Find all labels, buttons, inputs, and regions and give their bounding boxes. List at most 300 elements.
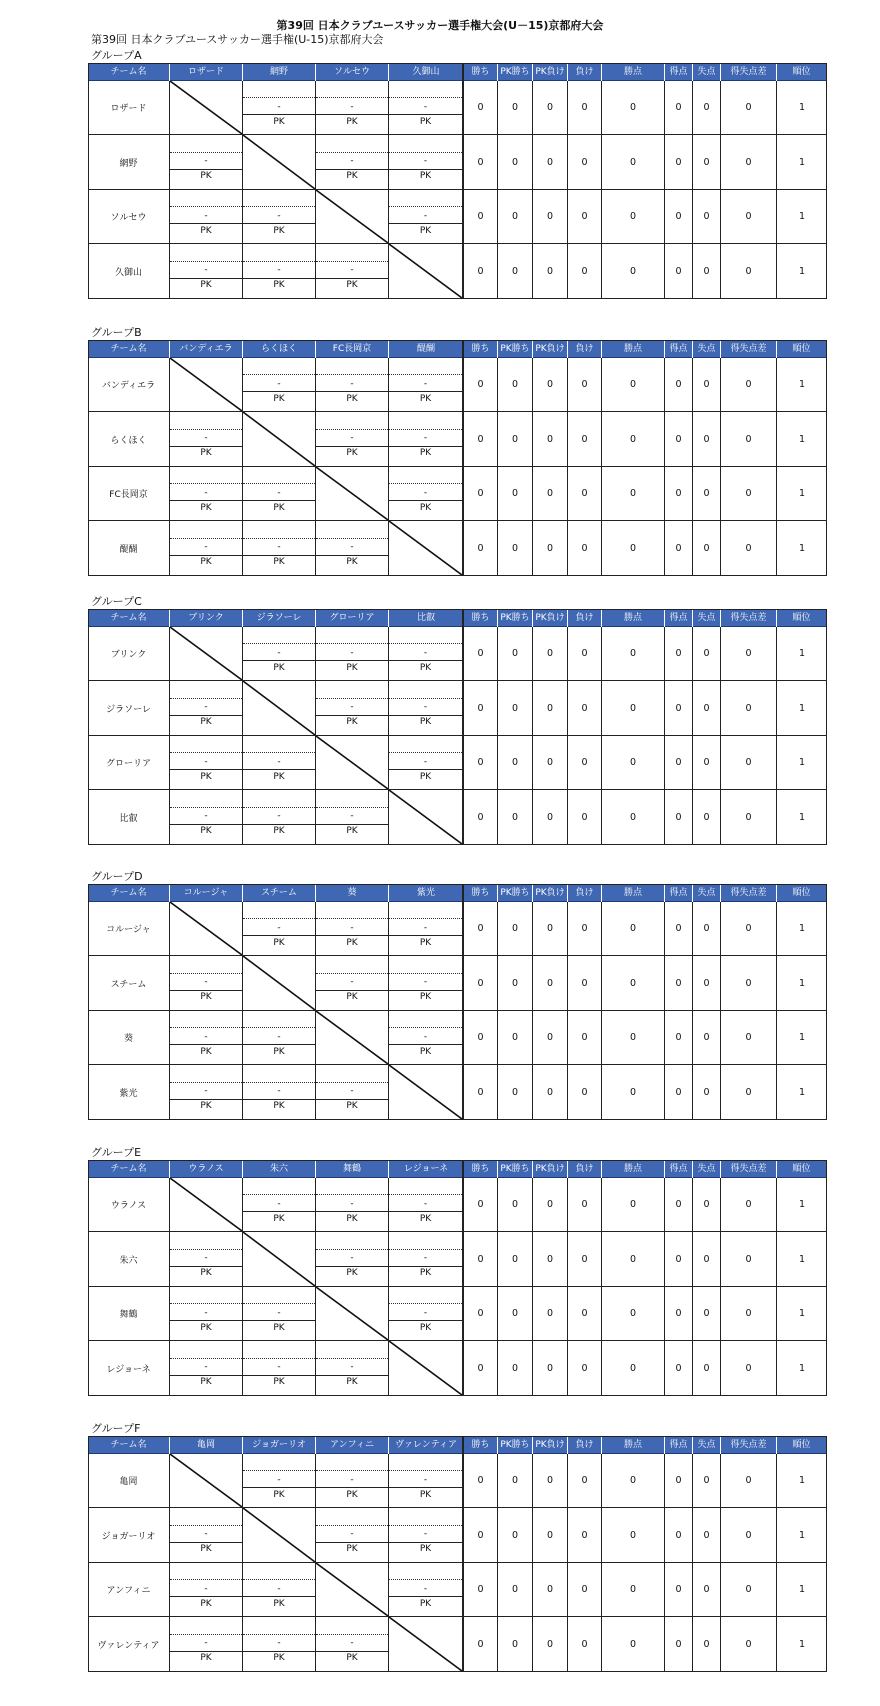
score-line-top xyxy=(316,643,388,644)
score-dash: - xyxy=(204,433,208,443)
match-cell xyxy=(316,1617,389,1671)
stat-win: 0 xyxy=(464,1341,498,1395)
score-line-top xyxy=(316,1634,388,1635)
score-line-mid xyxy=(170,1542,242,1543)
stat-pk-win: 0 xyxy=(498,135,533,189)
match-cell xyxy=(243,1011,316,1064)
score-line-top xyxy=(170,1082,242,1083)
stat-rank: 1 xyxy=(798,757,806,768)
diagonal-slash xyxy=(170,902,242,955)
team-name: ジラソーレ xyxy=(106,704,151,715)
stat-pk-win: 0 xyxy=(498,358,533,411)
score-line-mid xyxy=(170,446,242,447)
score-line-mid xyxy=(243,1651,315,1652)
score-dash: - xyxy=(423,1308,428,1318)
stat-pk-win: 0 xyxy=(498,1617,533,1671)
group-table xyxy=(88,63,827,299)
stat-rank: 1 xyxy=(798,1032,806,1043)
match-cell xyxy=(389,902,462,955)
stat-pk-loss: 0 xyxy=(533,1011,568,1064)
match-cell xyxy=(389,1287,462,1340)
match-cell xyxy=(389,1178,462,1231)
header-cell-m2: グローリア xyxy=(316,610,389,628)
stat-points: 0 xyxy=(602,521,665,575)
score-dash: - xyxy=(423,1529,428,1539)
table-row xyxy=(88,1341,827,1396)
match-cell xyxy=(243,1065,316,1119)
table-row xyxy=(88,1617,827,1672)
score-line-top xyxy=(316,374,388,375)
score-dash: - xyxy=(423,1199,428,1209)
stat-pk-win: 0 xyxy=(498,190,533,243)
header-cell-m3: 醍醐 xyxy=(389,341,464,359)
team-name: ヴァレンティア xyxy=(97,1640,160,1651)
group-table xyxy=(88,609,827,845)
match-cell xyxy=(316,1508,389,1562)
score-line-mid xyxy=(389,660,462,661)
header-cell-m2: FC長岡京 xyxy=(316,341,389,359)
group-table xyxy=(88,1160,827,1396)
match-cell xyxy=(170,521,243,575)
stat-points: 0 xyxy=(602,902,665,955)
match-cell xyxy=(243,521,316,575)
header-cell-m3: ヴァレンティア xyxy=(389,1437,464,1455)
stat-gd: 0 xyxy=(721,358,777,411)
header-cell-m1: ジラソーレ xyxy=(243,610,316,628)
table-header xyxy=(88,1160,827,1178)
team-name: ジョガーリオ xyxy=(101,1531,156,1542)
score-line-top xyxy=(170,261,242,262)
stat-pk-loss: 0 xyxy=(533,1454,568,1507)
team-name: 葵 xyxy=(123,1034,133,1044)
match-cell xyxy=(389,358,462,411)
stat-ga: 0 xyxy=(693,956,721,1010)
score-line-mid xyxy=(389,169,462,170)
pk-label: PK xyxy=(346,1377,358,1387)
stat-rank: 1 xyxy=(798,923,806,934)
score-dash: - xyxy=(350,433,354,443)
header-cell-rank: 順位 xyxy=(777,610,827,628)
score-line-mid xyxy=(243,1375,315,1376)
stat-win: 0 xyxy=(464,1011,498,1064)
score-dash: - xyxy=(277,102,281,112)
team-name-cell xyxy=(88,244,170,298)
header-cell-m1: 網野 xyxy=(243,64,316,82)
pk-label: PK xyxy=(273,1599,285,1609)
header-cell-m0: 亀岡 xyxy=(170,1437,243,1455)
match-cell xyxy=(243,135,316,189)
stat-win: 0 xyxy=(464,1508,498,1562)
score-line-top xyxy=(243,807,315,808)
score-line-top xyxy=(243,1634,315,1635)
stat-pk-loss: 0 xyxy=(533,902,568,955)
pk-label: PK xyxy=(273,826,285,836)
stat-points: 0 xyxy=(602,1178,665,1231)
stat-pk-loss: 0 xyxy=(533,1178,568,1231)
team-name: ブリンク xyxy=(110,650,147,660)
score-line-top xyxy=(389,97,462,98)
diagonal-slash xyxy=(316,1563,388,1616)
stat-points: 0 xyxy=(602,736,665,789)
diagonal-slash xyxy=(316,1011,388,1064)
score-line-mid xyxy=(389,1320,462,1321)
score-line-mid xyxy=(170,1099,242,1100)
group-table xyxy=(88,884,827,1120)
header-cell-m3: 比叡 xyxy=(389,610,464,628)
score-line-mid xyxy=(316,1266,388,1267)
match-cell xyxy=(170,627,243,680)
stat-win: 0 xyxy=(464,627,498,680)
stat-win: 0 xyxy=(464,1065,498,1119)
score-dash: - xyxy=(204,1362,208,1372)
score-line-top xyxy=(243,206,315,207)
matrix-separator xyxy=(462,340,464,576)
header-cell-ga: 失点 xyxy=(693,64,721,82)
stat-rank: 1 xyxy=(798,1638,806,1650)
header-cell-points: 勝点 xyxy=(602,885,665,903)
header-cell-ga: 失点 xyxy=(693,885,721,903)
score-line-mid xyxy=(389,1044,462,1045)
table-row xyxy=(88,627,827,681)
match-cell xyxy=(243,190,316,243)
team-name: 朱六 xyxy=(119,1255,138,1266)
pk-label: PK xyxy=(273,280,285,290)
match-cell xyxy=(170,1178,243,1231)
pk-label: PK xyxy=(346,992,358,1002)
group-label: グループC xyxy=(91,595,142,608)
pk-label: PK xyxy=(273,1490,285,1500)
pk-label: PK xyxy=(200,772,212,782)
score-line-mid xyxy=(243,935,315,936)
pk-label: PK xyxy=(419,117,432,127)
stat-ga: 0 xyxy=(693,627,721,680)
stat-points: 0 xyxy=(602,790,665,844)
score-dash: - xyxy=(277,488,281,498)
pk-label: PK xyxy=(346,280,358,290)
score-dash: - xyxy=(423,1032,428,1042)
score-line-mid xyxy=(389,1596,462,1597)
table-row xyxy=(88,81,827,135)
team-name-cell xyxy=(88,81,170,134)
match-cell xyxy=(170,412,243,466)
team-name-cell xyxy=(88,135,170,189)
header-cell-points: 勝点 xyxy=(602,341,665,359)
score-line-mid xyxy=(243,1044,315,1045)
stat-ga: 0 xyxy=(693,1454,721,1507)
pk-label: PK xyxy=(346,1101,358,1111)
score-line-mid xyxy=(243,1211,315,1212)
match-cell xyxy=(170,956,243,1010)
stat-win: 0 xyxy=(464,1178,498,1231)
score-line-mid xyxy=(243,1596,315,1597)
header-cell-gf: 得点 xyxy=(665,1437,693,1455)
stat-loss: 0 xyxy=(568,1232,602,1286)
pk-label: PK xyxy=(419,1323,432,1333)
diagonal-slash xyxy=(243,681,315,735)
table-header xyxy=(88,884,827,902)
matrix-separator xyxy=(462,884,464,1120)
table-row xyxy=(88,790,827,845)
match-cell xyxy=(389,790,462,844)
score-line-top xyxy=(389,1470,462,1471)
score-dash: - xyxy=(204,977,208,987)
stat-pk-loss: 0 xyxy=(533,135,568,189)
header-cell-loss: 負け xyxy=(568,1437,602,1455)
match-cell xyxy=(316,902,389,955)
stat-gf: 0 xyxy=(665,1287,693,1340)
stat-loss: 0 xyxy=(568,1065,602,1119)
score-line-top xyxy=(316,538,388,539)
match-cell xyxy=(243,1508,316,1562)
score-line-mid xyxy=(243,1487,315,1488)
stat-ga: 0 xyxy=(693,1178,721,1231)
score-line-top xyxy=(243,1082,315,1083)
table-header xyxy=(88,340,827,358)
score-line-mid xyxy=(389,1211,462,1212)
pk-label: PK xyxy=(200,226,212,236)
score-line-mid xyxy=(316,114,388,115)
match-cell xyxy=(170,1454,243,1507)
header-cell-loss: 負け xyxy=(568,64,602,82)
stat-gd: 0 xyxy=(721,1011,777,1064)
match-cell xyxy=(170,190,243,243)
score-line-top xyxy=(389,152,462,153)
stat-loss: 0 xyxy=(568,412,602,466)
team-name-cell xyxy=(88,956,170,1010)
stat-win: 0 xyxy=(464,1563,498,1616)
stat-pk-loss: 0 xyxy=(533,190,568,243)
match-cell xyxy=(170,790,243,844)
match-cell xyxy=(389,1617,462,1671)
table-row xyxy=(88,1563,827,1617)
stat-gd: 0 xyxy=(721,467,777,520)
table-row xyxy=(88,412,827,467)
score-line-mid xyxy=(243,1320,315,1321)
stat-pk-loss: 0 xyxy=(533,81,568,134)
stat-points: 0 xyxy=(602,1232,665,1286)
match-cell xyxy=(316,790,389,844)
score-line-top xyxy=(316,261,388,262)
stat-pk-win: 0 xyxy=(498,1563,533,1616)
header-cell-m2: 葵 xyxy=(316,885,389,903)
stat-rank: 1 xyxy=(798,977,806,989)
stat-points: 0 xyxy=(602,1011,665,1064)
header-cell-rank: 順位 xyxy=(777,1161,827,1179)
score-line-top xyxy=(389,206,462,207)
header-cell-win: 勝ち xyxy=(464,1161,498,1179)
page-subtitle: 第39回 日本クラブユースサッカー選手権(U-15)京都府大会 xyxy=(91,33,384,46)
header-cell-pk_loss: PK負け xyxy=(533,610,568,628)
stat-win: 0 xyxy=(464,681,498,735)
stat-gd: 0 xyxy=(721,190,777,243)
score-line-top xyxy=(243,752,315,753)
diagonal-slash xyxy=(243,412,315,466)
header-cell-pk_win: PK勝ち xyxy=(498,64,533,82)
score-line-mid xyxy=(243,500,315,501)
diagonal-slash xyxy=(316,190,388,243)
stat-gf: 0 xyxy=(665,790,693,844)
match-cell xyxy=(389,412,462,466)
stat-gd: 0 xyxy=(721,627,777,680)
score-line-mid xyxy=(243,223,315,224)
pk-label: PK xyxy=(419,226,432,236)
stat-loss: 0 xyxy=(568,521,602,575)
stat-pk-win: 0 xyxy=(498,521,533,575)
team-name-cell xyxy=(88,1563,170,1616)
table-row xyxy=(88,1454,827,1508)
team-name-cell xyxy=(88,1341,170,1395)
team-name: コルージャ xyxy=(106,925,151,935)
match-cell xyxy=(316,467,389,520)
header-cell-points: 勝点 xyxy=(602,64,665,82)
stat-pk-win: 0 xyxy=(498,736,533,789)
score-dash: - xyxy=(350,1362,354,1372)
score-dash: - xyxy=(204,1529,208,1539)
match-cell xyxy=(316,358,389,411)
stat-points: 0 xyxy=(602,467,665,520)
stat-pk-win: 0 xyxy=(498,244,533,298)
score-line-top xyxy=(316,698,388,699)
team-name-cell xyxy=(88,1011,170,1064)
stat-loss: 0 xyxy=(568,1563,602,1616)
score-line-mid xyxy=(389,1266,462,1267)
table-row xyxy=(88,1287,827,1341)
stat-points: 0 xyxy=(602,627,665,680)
team-name: 舞鶴 xyxy=(119,1310,138,1320)
score-line-mid xyxy=(170,1320,242,1321)
stat-loss: 0 xyxy=(568,1508,602,1562)
header-cell-gd: 得失点差 xyxy=(721,1437,777,1455)
score-dash: - xyxy=(204,156,208,166)
stat-loss: 0 xyxy=(568,1454,602,1507)
team-name-cell xyxy=(88,412,170,466)
header-cell-rank: 順位 xyxy=(777,341,827,359)
score-dash: - xyxy=(350,102,354,112)
match-cell xyxy=(316,135,389,189)
score-line-top xyxy=(316,97,388,98)
match-cell xyxy=(170,1563,243,1616)
header-cell-pk_loss: PK負け xyxy=(533,885,568,903)
team-name: 紫光 xyxy=(119,1088,138,1099)
match-cell xyxy=(389,1508,462,1562)
score-line-mid xyxy=(243,391,315,392)
header-cell-win: 勝ち xyxy=(464,885,498,903)
stat-gd: 0 xyxy=(721,1065,777,1119)
match-cell xyxy=(316,956,389,1010)
diagonal-slash xyxy=(316,736,388,789)
header-cell-team: チーム名 xyxy=(88,1161,170,1179)
stat-points: 0 xyxy=(602,1454,665,1507)
pk-label: PK xyxy=(273,1323,285,1333)
pk-label: PK xyxy=(200,826,212,836)
score-line-mid xyxy=(316,1099,388,1100)
pk-label: PK xyxy=(273,663,285,673)
header-cell-pk_loss: PK負け xyxy=(533,1161,568,1179)
score-line-top xyxy=(316,429,388,430)
score-dash: - xyxy=(277,1475,281,1485)
header-cell-team: チーム名 xyxy=(88,1437,170,1455)
score-dash: - xyxy=(204,1638,208,1648)
stat-win: 0 xyxy=(464,1232,498,1286)
score-dash: - xyxy=(277,379,281,389)
stat-gd: 0 xyxy=(721,81,777,134)
score-line-mid xyxy=(316,660,388,661)
pk-label: PK xyxy=(200,1377,212,1387)
stat-pk-loss: 0 xyxy=(533,1232,568,1286)
score-line-top xyxy=(170,1579,242,1580)
score-line-mid xyxy=(316,169,388,170)
stat-win: 0 xyxy=(464,736,498,789)
score-line-mid xyxy=(243,824,315,825)
stat-pk-loss: 0 xyxy=(533,1065,568,1119)
stat-ga: 0 xyxy=(693,81,721,134)
match-cell xyxy=(316,1341,389,1395)
score-dash: - xyxy=(277,211,281,221)
diagonal-slash xyxy=(389,1617,462,1671)
header-cell-m2: ソルセウ xyxy=(316,64,389,82)
score-dash: - xyxy=(423,702,428,712)
table-header xyxy=(88,1436,827,1454)
stat-gd: 0 xyxy=(721,1232,777,1286)
team-name-cell xyxy=(88,736,170,789)
pk-label: PK xyxy=(273,938,285,948)
diagonal-slash xyxy=(316,467,388,520)
pk-label: PK xyxy=(419,772,432,782)
match-cell xyxy=(316,1011,389,1064)
score-line-top xyxy=(243,261,315,262)
score-line-mid xyxy=(170,278,242,279)
stat-ga: 0 xyxy=(693,1011,721,1064)
pk-label: PK xyxy=(346,938,358,948)
team-name: 醍醐 xyxy=(119,544,138,555)
table-row xyxy=(88,1508,827,1563)
table-row xyxy=(88,902,827,956)
stat-rank: 1 xyxy=(798,1362,806,1374)
stat-loss: 0 xyxy=(568,790,602,844)
header-cell-ga: 失点 xyxy=(693,1437,721,1455)
header-cell-m2: 舞鶴 xyxy=(316,1161,389,1179)
score-line-top xyxy=(389,374,462,375)
team-name-cell xyxy=(88,1065,170,1119)
stat-pk-win: 0 xyxy=(498,627,533,680)
team-name-cell xyxy=(88,1617,170,1671)
group-label: グループB xyxy=(91,326,142,339)
stat-loss: 0 xyxy=(568,1341,602,1395)
match-cell xyxy=(243,1341,316,1395)
diagonal-slash xyxy=(243,1508,315,1562)
stat-pk-win: 0 xyxy=(498,1454,533,1507)
stat-gf: 0 xyxy=(665,736,693,789)
stat-points: 0 xyxy=(602,1617,665,1671)
pk-label: PK xyxy=(346,394,358,404)
match-cell xyxy=(170,1617,243,1671)
stat-gd: 0 xyxy=(721,902,777,955)
score-line-top xyxy=(170,1303,242,1304)
header-cell-points: 勝点 xyxy=(602,1437,665,1455)
diagonal-slash xyxy=(243,1232,315,1286)
score-line-top xyxy=(316,1082,388,1083)
stat-pk-win: 0 xyxy=(498,790,533,844)
score-line-mid xyxy=(389,500,462,501)
stat-points: 0 xyxy=(602,358,665,411)
match-cell xyxy=(243,412,316,466)
team-name-cell xyxy=(88,681,170,735)
pk-label: PK xyxy=(273,1653,285,1663)
stat-ga: 0 xyxy=(693,467,721,520)
pk-label: PK xyxy=(346,448,358,458)
pk-label: PK xyxy=(200,1599,212,1609)
header-cell-gf: 得点 xyxy=(665,610,693,628)
